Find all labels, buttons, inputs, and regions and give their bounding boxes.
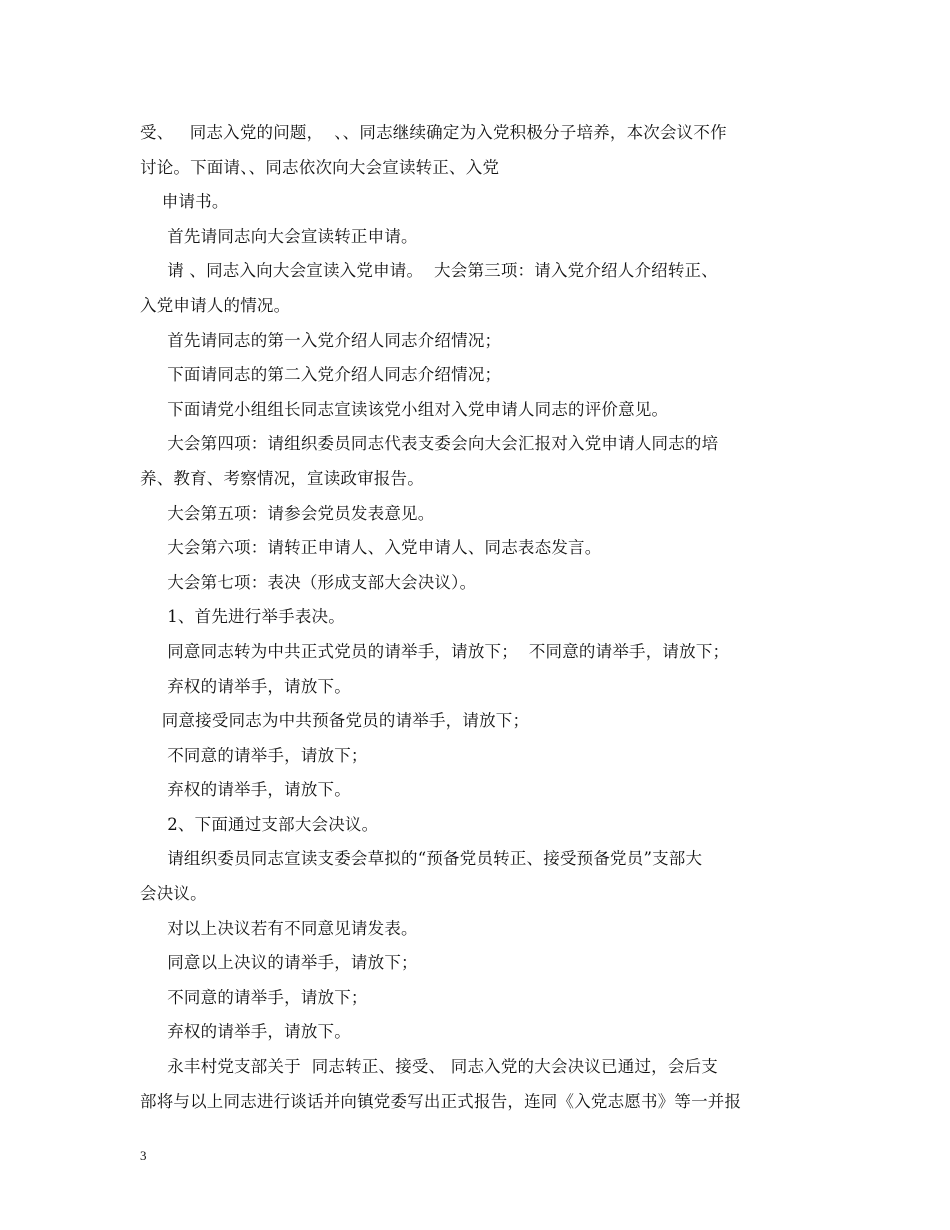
text-line: 同意以上决议的请举手，请放下； — [140, 953, 418, 973]
text-line: 会决议。 — [140, 884, 207, 904]
text-line: 弃权的请举手，请放下。 — [140, 676, 351, 696]
text-line: 下面请同志的第二入党介绍人同志介绍情况； — [140, 365, 502, 385]
text-line: 请组织委员同志宣读支委会草拟的“预备党员转正、接受预备党员”支部大 — [140, 849, 703, 869]
text-line: 养、教育、考察情况，宣读政审报告。 — [140, 468, 424, 488]
text-line: 弃权的请举手，请放下。 — [140, 780, 351, 800]
text-line: 永丰村党支部关于 同志转正、接受、 同志入党的大会决议已通过，会后支 — [140, 1057, 718, 1077]
text-line: 对以上决议若有不同意见请发表。 — [140, 918, 418, 938]
text-line: 受、 同志入党的问题， 、、同志继续确定为入党积极分子培养，本次会议不作 — [140, 123, 727, 142]
text-line: 不同意的请举手，请放下； — [140, 745, 368, 765]
text-line: 大会第七项：表决（形成支部大会决议）。 — [140, 572, 477, 592]
text-line: 申请书。 — [140, 192, 229, 212]
text-line: 大会第五项：请参会党员发表意见。 — [140, 503, 435, 523]
text-line: 不同意的请举手，请放下； — [140, 987, 368, 1007]
text-line: 首先请同志向大会宣读转正申请。 — [140, 226, 418, 246]
text-line: 同意接受同志为中共预备党员的请举手，请放下； — [140, 711, 530, 731]
page-number: 3 — [140, 1148, 147, 1163]
text-line: 请 、同志入向大会宣读入党申请。 大会第三项：请入党介绍人介绍转正、 — [140, 261, 718, 281]
text-line: 大会第六项：请转正申请人、入党申请人、同志表态发言。 — [140, 538, 602, 558]
body-text — [140, 116, 815, 1119]
text-line: 同意同志转为中共正式党员的请举手，请放下； 不同意的请举手，请放下； — [140, 641, 730, 661]
text-line: 首先请同志的第一入党介绍人同志介绍情况； — [140, 330, 502, 350]
text-line: 下面请党小组组长同志宣读该党小组对入党申请人同志的评价意见。 — [140, 399, 669, 419]
text-line: 1、首先进行举手表决。 — [140, 607, 345, 627]
text-line: 部将与以上同志进行谈话并向镇党委写出正式报告，连同《入党志愿书》等一并报 — [140, 1091, 742, 1111]
text-line: 入党申请人的情况。 — [140, 295, 291, 315]
text-line: 大会第四项：请组织委员同志代表支委会向大会汇报对入党申请人同志的培 — [140, 434, 719, 454]
text-line: 讨论。下面请、、同志依次向大会宣读转正、入党 — [140, 157, 500, 177]
text-line: 2、下面通过支部大会决议。 — [140, 814, 379, 834]
text-line: 弃权的请举手，请放下。 — [140, 1022, 351, 1042]
